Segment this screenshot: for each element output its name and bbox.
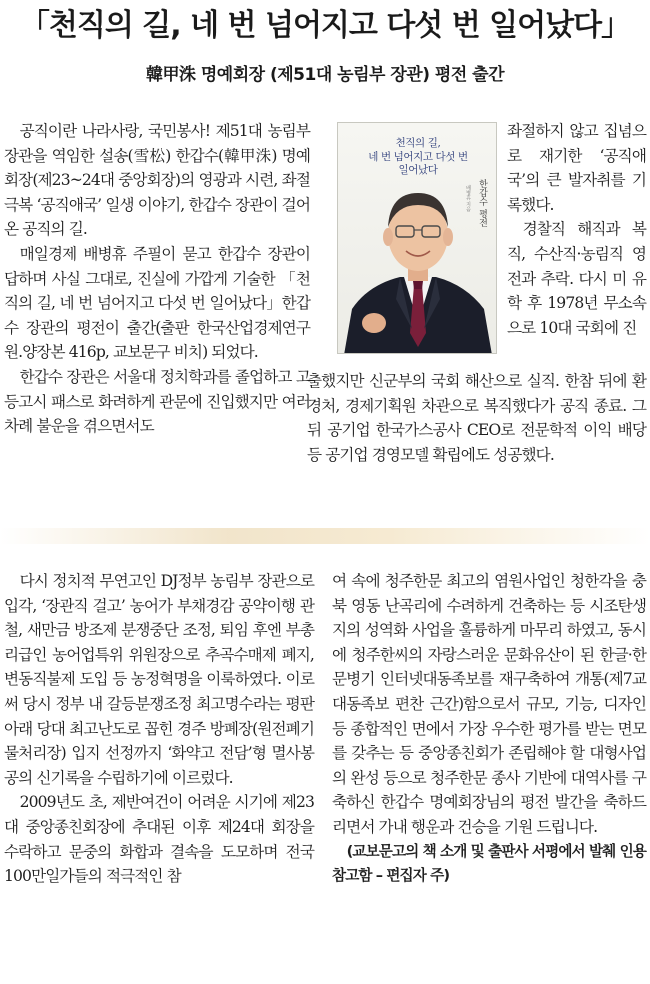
column-b-top xyxy=(507,119,646,340)
book-author: 한갑수 평전 xyxy=(477,179,487,227)
paragraph: 다시 정치적 무연고인 DJ정부 농림부 장관으로 입각, ‘장관직 걸고’ 농어가 부채경감 공약이행 관철, 새만금 방조제 분쟁중단 조정, 퇴임 후엔 부총리급인 농어업특위 위원장으로 추곡수매제 폐지, 변동직불제 도입 등 농정혁명을 이룩하였다. 이로써 당시 정부 내 갈등분쟁조정 최고명수라는 평판 아래 당대 최고난도로 꼽힌 경주 방폐장(원전폐기물처리장) 입지 선정까지 ‘화약고 전담’형 멸사봉공의 신기록을 수립하기에 이르렀다. xyxy=(4,572,314,787)
paragraph: 한갑수 장관은 서울대 정치학과를 졸업하고 고등고시 패스로 화려하게 관문에 진입했지만 여러 차례 불운을 겪으면서도 xyxy=(4,367,310,436)
book-cover-image xyxy=(337,122,497,354)
article-subhead: 韓甲洙 명예회장 (제51대 농림부 장관) 평전 출간 xyxy=(145,65,505,85)
paragraph: 경찰직 해직과 복직, 수산직·농림직 영전과 추락. 다시 미 유학 후 1978년 무소속으로 10대 국회에 진 xyxy=(507,220,646,337)
paragraph: 매일경제 배병휴 주필이 묻고 한갑수 장관이 답하며 사실 그대로, 진실에 가깝게 기술한 「천직의 길, 네 번 넘어지고 다섯 번 일어났다」한갑수 장관의 평전이 출간(출판 한국산업경제연구원.양장본 416p, 교보문구 비치) 되었다. xyxy=(4,244,310,362)
column-c xyxy=(4,569,314,889)
book-title xyxy=(338,137,497,178)
paragraph: 좌절하지 않고 집념으로 재기한 ‘공직애국’의 큰 발자취를 기록했다. xyxy=(507,122,646,214)
book-publisher: 배병휴 지음 xyxy=(465,185,471,212)
column-d xyxy=(332,569,646,889)
paragraph: 2009년도 초, 제반여건이 어려운 시기에 제23대 중앙종친회장에 추대된 이후 제24대 회장을 수락하고 문중의 화합과 결속을 도모하며 전국 100만일가들의 적극적인 참 xyxy=(4,793,314,886)
paragraph: 여 속에 청주한문 최고의 염원사업인 청한각을 충북 영동 난곡리에 수려하게 건축하는 등 시조탄생지의 성역화 사업을 훌륭하게 마무리 하였고, 동시에 청주한씨의 자랑스러운 문화유산이 된 한글·한문병기 인터넷대동족보를 재구축하여 개통(제7교 대동족보 편찬 근간)함으로서 규모, 기능, 디자인 등 종합적인 면에서 가장 우수한 평가를 받는 면모를 갖추는 등 중앙종친회가 존립해야 할 대형사업의 완성 등으로 청주한문 종사 기반에 대역사를 구축하신 한갑수 명예회장님의 평전 발간을 축하드리면서 가내 행운과 건승을 기원 드립니다. xyxy=(332,572,646,836)
article-headline: 「천직의 길, 네 번 넘어지고 다섯 번 일어났다」 xyxy=(19,8,631,43)
section-divider xyxy=(0,528,650,544)
paragraph: 공직이란 나라사랑, 국민봉사! 제51대 농림부장관을 역임한 설송(雪松) 한갑수(韓甲洙) 명예회장(제23~24대 중앙회장)의 영광과 시련, 좌절 극복 ‘공직애국’ 일생 이야기, 한갑수 장관이 걸어온 공직의 길. xyxy=(4,122,310,239)
paragraph: 출했지만 신군부의 국회 해산으로 실직. 한참 뒤에 환경처, 경제기획원 차관으로 복직했다가 공직 종료. 그 뒤 공기업 한국가스공사 CEO로 전문학적 이익 배당 등 공기업 경영모델 확립에도 성공했다. xyxy=(307,372,646,464)
column-b-wide xyxy=(307,369,646,467)
book-title-line: 네 번 넘어지고 다섯 번 xyxy=(368,150,468,163)
editor-note: (교보문고의 책 소개 및 출판사 서평에서 발췌 인용 참고함 – 편집자 주) xyxy=(332,842,646,885)
book-title-line: 일어났다 xyxy=(398,164,438,176)
book-title-line: 천직의 길, xyxy=(395,137,441,149)
column-a xyxy=(4,119,310,439)
